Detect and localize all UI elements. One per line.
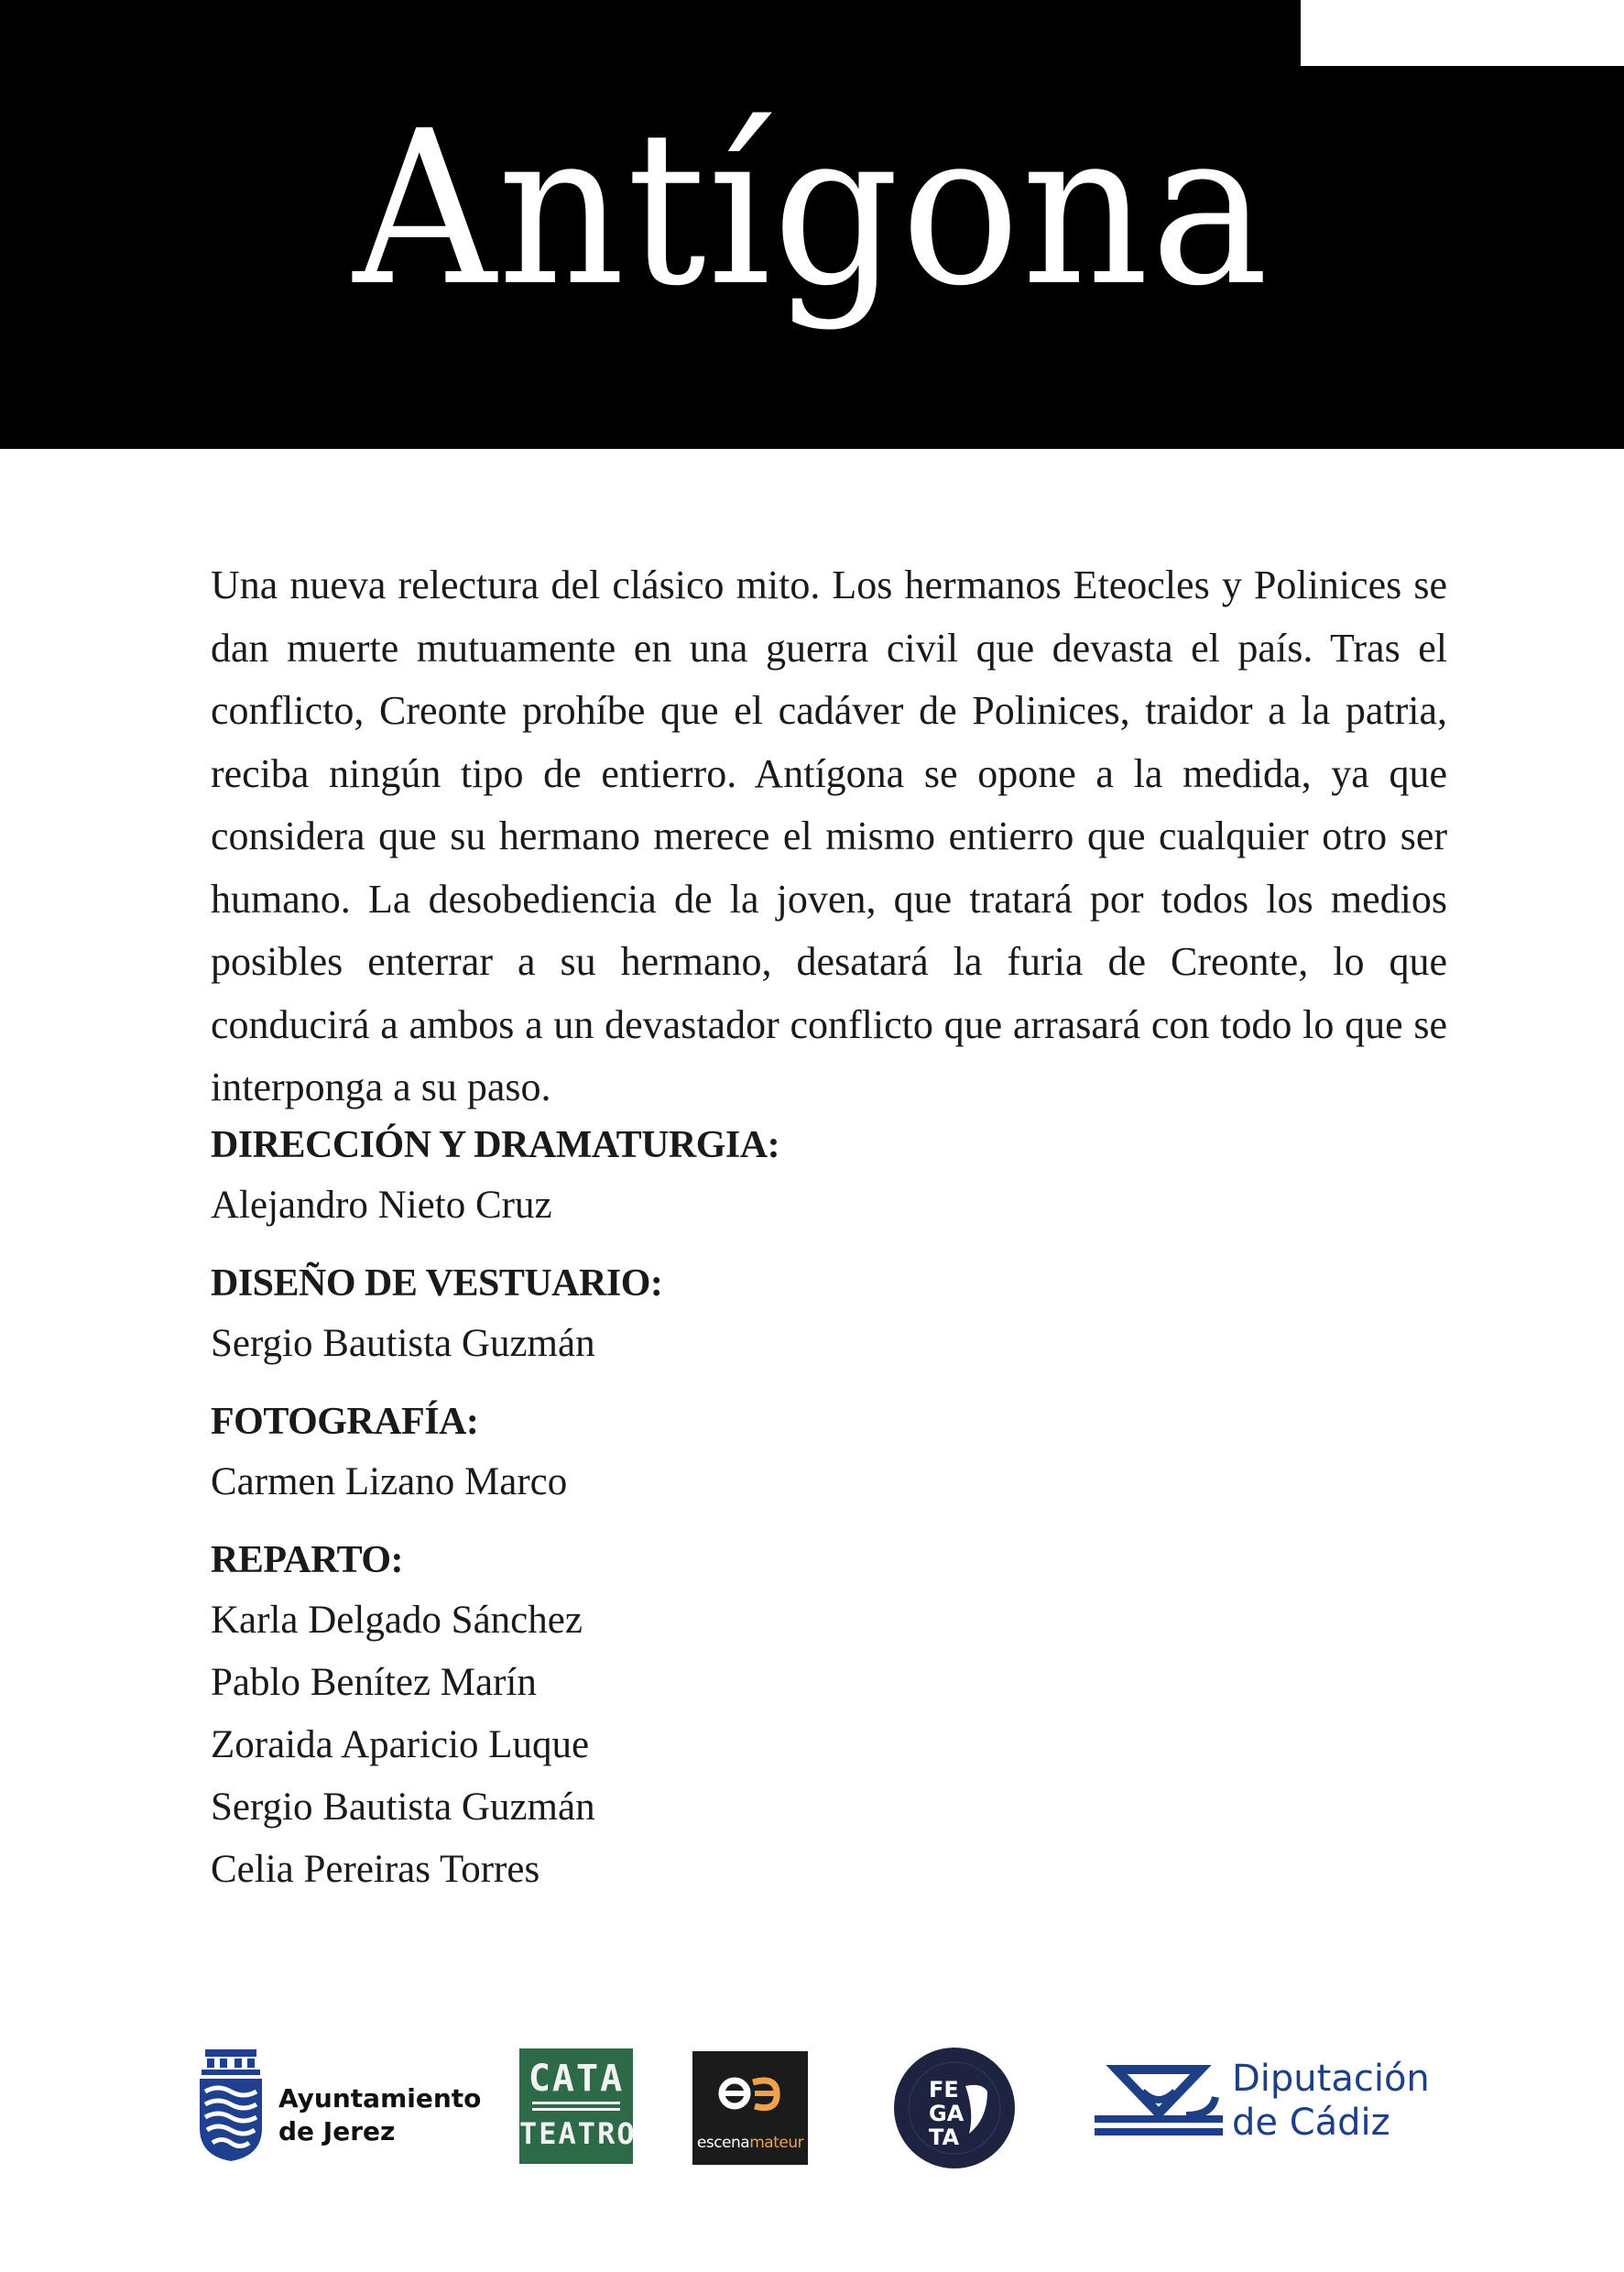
cata-bottom-text: TEATRO (519, 2116, 637, 2151)
credit-name: Sergio Bautista Guzmán (211, 1322, 595, 1365)
fegata-logo (892, 2046, 1017, 2170)
svg-text:GA: GA (929, 2101, 965, 2126)
credit-name: Carmen Lizano Marco (211, 1460, 568, 1503)
credit-name: Alejandro Nieto Cruz (211, 1184, 552, 1227)
credit-heading: REPARTO: (211, 1539, 403, 1581)
cast-member: Pablo Benítez Marín (211, 1661, 537, 1704)
credit-photo (211, 1393, 1127, 1513)
sponsor-logos (0, 2038, 1624, 2167)
svg-text:TA: TA (929, 2125, 960, 2150)
escenamateur-logo (692, 2051, 808, 2165)
cata-teatro-logo (519, 2048, 637, 2164)
credit-heading: DISEÑO DE VESTUARIO: (211, 1262, 663, 1305)
cast-member: Celia Pereiras Torres (211, 1848, 540, 1891)
cast-member: Sergio Bautista Guzmán (211, 1786, 595, 1829)
diputacion-wordmark (1232, 2057, 1430, 2145)
diputacion-emblem-icon (1095, 2064, 1223, 2156)
cast-list (211, 1589, 1127, 1901)
cata-divider (532, 2108, 620, 2111)
ea-word-part1: escena (696, 2134, 750, 2152)
ayuntamiento-jerez-logo (194, 2048, 496, 2162)
jerez-line2: de Jerez (278, 2116, 396, 2146)
synopsis-paragraph: Una nueva relectura del clásico mito. Los hermanos Eteocles y Polinices se dan muerte mutuamente en una guerra civil que devasta el país. Tras el conflicto, Creonte prohíbe que el cadáver de Polinices, traidor a la patria, reciba ningún tipo de entierro. Antígona se opone a la medida, ya que considera que su hermano merece el mismo entierro que cualquier otro ser humano. La desobediencia de la joven, que tratará por todos los medios posibles enterrar a su hermano, desatará la furia de Creonte, lo que conducirá a ambos a un devastador conflicto que arrasará con todo lo que se interponga a su paso. (211, 563, 1447, 1109)
diputacion-cadiz-logo (1095, 2057, 1430, 2157)
credit-cast (211, 1531, 1127, 1901)
ea-word-part2: mateur (749, 2134, 804, 2152)
credits-section (211, 1116, 1127, 1919)
jerez-wordmark (278, 2082, 481, 2148)
credit-heading: FOTOGRAFÍA: (211, 1401, 479, 1443)
credit-heading: DIRECCIÓN Y DRAMATURGIA: (211, 1124, 780, 1166)
cadiz-line2: de Cádiz (1232, 2102, 1390, 2144)
jerez-line1: Ayuntamiento (278, 2083, 482, 2114)
title-band (0, 66, 1624, 449)
poster-title: Antígona (354, 85, 1270, 333)
ea-monogram-icon (718, 2060, 782, 2125)
svg-text:FE: FE (929, 2077, 959, 2103)
credit-costume (211, 1254, 1127, 1374)
cata-divider (532, 2102, 620, 2104)
escenamateur-wordmark (692, 2134, 808, 2152)
fegata-badge-icon (892, 2046, 1017, 2170)
top-black-strip (0, 0, 1301, 66)
cast-member: Karla Delgado Sánchez (211, 1599, 583, 1642)
jerez-shield-icon (194, 2048, 267, 2162)
cata-top-text: CATA (528, 2058, 625, 2100)
cast-member: Zoraida Aparicio Luque (211, 1723, 590, 1766)
credit-direction (211, 1116, 1127, 1236)
cadiz-line1: Diputación (1232, 2058, 1430, 2100)
